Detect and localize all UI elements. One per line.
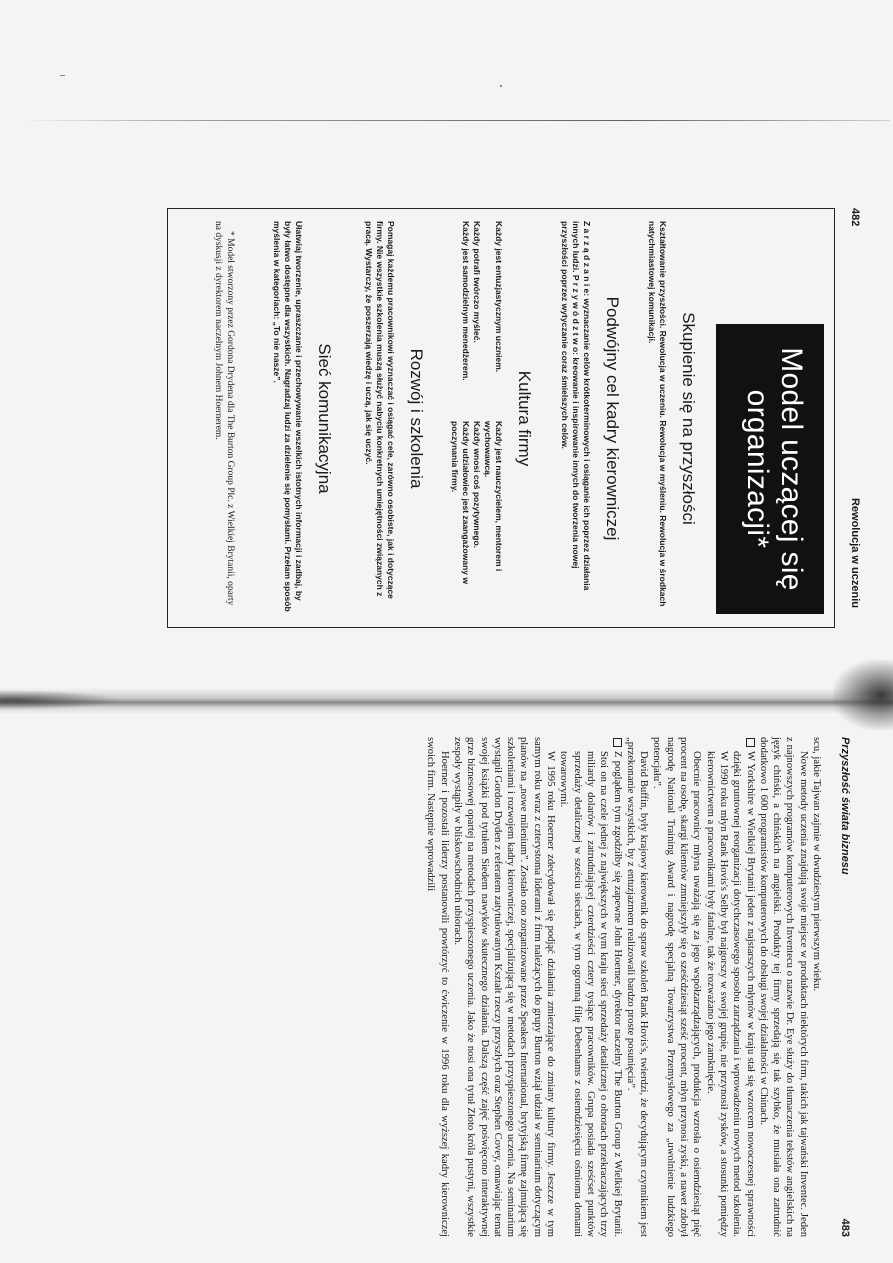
section-company-culture (449, 221, 534, 616)
paragraph: scu, jakie Tajwan zajmie w dwudziestym pierwszym wieku. (811, 737, 822, 992)
book-spine-edge (0, 690, 120, 710)
section-development-training (363, 221, 426, 616)
section-heading: Kultura firmy (515, 370, 534, 467)
section-communication-network (271, 221, 334, 616)
section-heading: Sieć komunikacyjna (315, 343, 334, 494)
paragraph: David Buffin, były krajowy kierownik do spraw szkoleń Rank Hovis's, twierdzi, że decydującym czynnikiem jest „przekonanie wszystkich, by z entuzjazmem realizowali bardzo proste posunięcia”. (624, 737, 650, 1237)
right-page-483 (0, 715, 893, 1263)
section-management-goal (559, 221, 622, 616)
scan-speck (500, 85, 502, 87)
culture-line: Każdy jest samodzielnym menedżerem. (461, 221, 471, 381)
page-number: 482 (849, 208, 861, 227)
left-page-482 (0, 120, 893, 680)
book-spine-shadow (0, 688, 893, 714)
paragraph: Obecnie pracownicy młyna uważają się za jego współzarządzających, produkcja wzrosła o osiemdziesiąt pięć procent na osobę, skargi klientów zmniejszyły się o sześćdziesiąt sześć procent, młyn przynosi zyski, a nawet zdobył nagrodę National Training Award i nagrodę specjalną Towarzystwa Przemysłowego za „uwolnienie ludzkiego potencjału”. (651, 737, 703, 1237)
section-text: Pomagaj każdemu pracownikowi wyznaczać i osiągać cele, zarówno osobiste, jak i dotyczące firmy. Nie wszystkie szkolenia muszą służyć nabyciu konkretnych umiejętności związanych z pracą. Wystarczy, że poszerzają wiedzę i uczą, jak się uczyć. (364, 221, 396, 599)
culture-line: Każdy udziałowiec jest zaangażowany w poczynania firmy. (450, 421, 471, 584)
running-head-title: Rewolucja w uczeniu (849, 497, 861, 608)
scan-speck (60, 75, 65, 76)
footnote (212, 221, 236, 616)
culture-line: Każdy potrafi twórczo myśleć. (472, 221, 482, 343)
section-text: Kształtowanie przyszłości. Rewolucja w uczeniu. Rewolucja w myśleniu. Rewolucja w środkach natychmiastowej komunikacji. (647, 221, 668, 607)
section-future-focus (646, 221, 698, 616)
section-text: Ułatwiaj tworzenie, upraszczanie i przechowywanie wszelkich istotnych informacji i zadbaj, by były łatwo dostępne dla wszystkich. Nagradzaj ludzi za dzielenie się pomysłami. Przełam sposób myślenia w kategoriach: „To nie nasze”. (272, 221, 304, 612)
paragraph: Hoerner i pozostali liderzy postanowili powtórzyć to ćwiczenie w 1996 roku dla wyższej kadry kierowniczej swoich firm. Następnie wprowadzili (425, 737, 450, 1237)
section-heading: Podwójny cel kadry kierowniczej (603, 296, 622, 541)
culture-line: Każdy jest entuzjastycznym uczniem. (494, 221, 504, 373)
bullet-paragraph: Z poglądem tym zgodziłby się zapewne John Hoerner, dyrektor naczelny The Burton Group z Wielkiej Brytanii. Stoi on na czele jednej z największych w tym kraju sieci sprzedaży detalicznej o obrotach przekraczających trzy miliardy dolarów i zatrudniającej czterdzieści cztery tysiące pracowników. Grupa posiada sześćset punktów sprzedaży detalicznej w sześciu sieciach, w tym ogromną filię Debenhams z osiemdziesięciu ośmioma domami towarowymi. (557, 737, 623, 1237)
section-heading: Rozwój i szkolenia (407, 348, 426, 489)
culture-line: Każdy wnosi coś pozytywnego. (472, 421, 482, 549)
bullet-paragraph: W Yorkshire w Wielkiej Brytanii jeden z najstarszych młynów w kraju stał się wzorcem nowoczesnej sprawności dzięki gruntownej reorganizacji dotychczasowego sposobu zarządzania i wprowadzeniu nowych metod szkolenia. W 1990 roku młyn Rank Hovis's Selby był najgorszy w swojej grupie, nie przynosił zysków, a stosunki pomiędzy kierownictwem a pracownikami były fatalne, tak że rozważano jego zamknięcie. (703, 737, 756, 1237)
section-text: Z a r z ą d z a n i e: wyznaczanie celów krótkoterminowych i osiąganie ich poprzez działania innych ludzi. P r z y w ó d z t w o: kreowanie i inspirowanie innych do tworzenia nowej przyszłości poprzez wytyczanie coraz śmielszych celów. (560, 221, 592, 591)
culture-line: Każdy jest nauczycielem, mentorem i wychowawcą. (483, 421, 504, 572)
footnote-text: * Model stworzony przez Gordona Drydena dla The Burton Group Plc. z Wielkiej Brytanii, oparty na dyskusji z dyrektorem naczelnym Johnem Hoernerem. (213, 221, 235, 606)
section-heading: Skupienie się na przyszłości (679, 312, 698, 525)
paragraph: W 1995 roku Hoerner zdecydował się podjąć działania zmierzające do zmiany kultury firmy. Jeszcze w tym samym roku wraz z czterystoma liderami z firm należących do grupy Burton wziął udział w seminarium dotyczącym planów na „nowe milenium”. Zostało ono zorganizowane przez Speakers International, brytyjską firmę zajmującą się szkoleniami i rozwojem kadry kierowniczej, specjalizującą się w metodach przyspieszonego uczenia. Na seminarium wystąpił Gordon Dryden z referatem zatytułowanym Kształt rzeczy przyszłych oraz Stephen Covey, omawiając temat swojej książki pod tytułem Siedem nawyków skutecznego działania. Dalszą część zajęć poświęcono interaktywnej grze biznesowej opartej na metodach przyspieszonego uczenia. Jako że nosi ona tytuł Złoto króla pustyni, wszystkie zespoły wystąpiły w bliskowschodnich ubiorach. (451, 737, 557, 1237)
page-number: 483 (839, 1218, 851, 1237)
model-banner-title: Model uczącej się organizacji* (716, 324, 824, 614)
paragraph: Nowe metody uczenia znajdują swoje miejsce w produktach niektórych firm, takich jak tajwański Inventec. Jeden z najnowszych programów komputerowych Inventecu o nazwie Dr. Eye służy do tłumaczenia tekstów angielskich na język chiński, a chińskich na angielski. Produkty tej firmy sprzedają się tak szybko, że musiała ona zatrudnić dodatkowo 1 600 programistów komputerowych do obsługi swojej działalności w Chinach. (757, 737, 809, 1237)
running-head-title: Przyszłość świata biznesu (839, 737, 851, 875)
body-text (424, 737, 823, 1237)
model-box (167, 208, 835, 628)
